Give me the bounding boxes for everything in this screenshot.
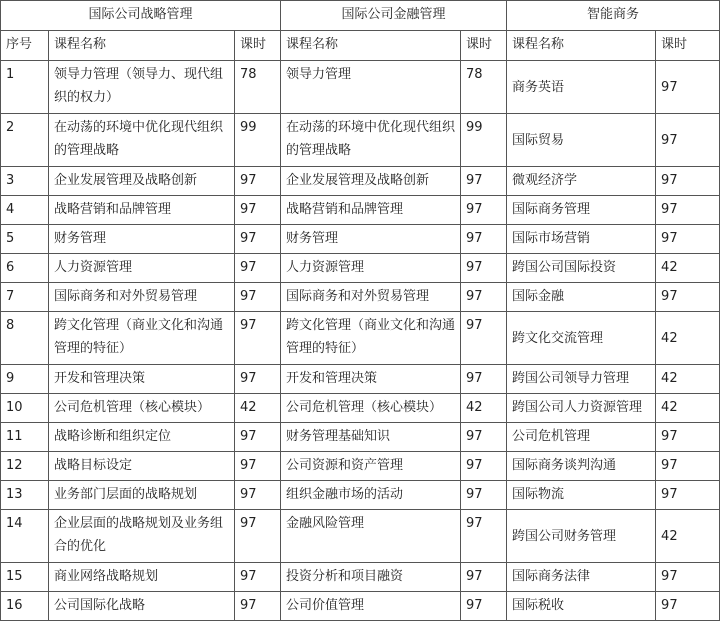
smart-course: 国际市场营销 <box>507 225 656 254</box>
smart-hours: 97 <box>656 592 720 621</box>
group-header-finance: 国际公司金融管理 <box>281 1 507 31</box>
row-index: 8 <box>1 312 49 365</box>
finance-hours: 97 <box>461 283 507 312</box>
strategy-hours: 97 <box>235 423 281 452</box>
strategy-hours: 42 <box>235 394 281 423</box>
row-index: 15 <box>1 563 49 592</box>
finance-course: 战略营销和品牌管理 <box>281 196 461 225</box>
strategy-hours: 78 <box>235 61 281 114</box>
strategy-course: 财务管理 <box>49 225 235 254</box>
finance-hours: 97 <box>461 563 507 592</box>
smart-hours: 97 <box>656 452 720 481</box>
strategy-hours: 99 <box>235 114 281 167</box>
finance-course: 国际商务和对外贸易管理 <box>281 283 461 312</box>
smart-course: 跨国公司财务管理 <box>507 510 656 563</box>
table-row <box>1 452 720 481</box>
table-row <box>1 254 720 283</box>
finance-hours: 42 <box>461 394 507 423</box>
smart-course: 国际商务谈判沟通 <box>507 452 656 481</box>
col-header-course-smart: 课程名称 <box>507 31 656 61</box>
row-index: 12 <box>1 452 49 481</box>
finance-hours: 78 <box>461 61 507 114</box>
group-header-smart-business: 智能商务 <box>507 1 720 31</box>
row-index: 14 <box>1 510 49 563</box>
smart-hours: 42 <box>656 254 720 283</box>
table-row <box>1 365 720 394</box>
strategy-hours: 97 <box>235 481 281 510</box>
finance-hours: 97 <box>461 592 507 621</box>
col-header-course-strategy: 课程名称 <box>49 31 235 61</box>
finance-hours: 97 <box>461 312 507 365</box>
smart-hours: 97 <box>656 61 720 114</box>
strategy-hours: 97 <box>235 254 281 283</box>
finance-hours: 97 <box>461 423 507 452</box>
table-row <box>1 225 720 254</box>
smart-hours: 97 <box>656 196 720 225</box>
smart-hours: 42 <box>656 312 720 365</box>
finance-course: 投资分析和项目融资 <box>281 563 461 592</box>
strategy-hours: 97 <box>235 592 281 621</box>
smart-course: 国际税收 <box>507 592 656 621</box>
strategy-course: 战略目标设定 <box>49 452 235 481</box>
finance-course: 公司危机管理（核心模块） <box>281 394 461 423</box>
col-header-course-finance: 课程名称 <box>281 31 461 61</box>
strategy-hours: 97 <box>235 167 281 196</box>
strategy-course: 开发和管理决策 <box>49 365 235 394</box>
smart-course: 微观经济学 <box>507 167 656 196</box>
table-row <box>1 510 720 563</box>
strategy-course: 领导力管理（领导力、现代组织的权力） <box>49 61 235 114</box>
table-row <box>1 196 720 225</box>
finance-course: 公司资源和资产管理 <box>281 452 461 481</box>
col-header-hours-strategy: 课时 <box>235 31 281 61</box>
smart-hours: 97 <box>656 114 720 167</box>
finance-hours: 97 <box>461 254 507 283</box>
strategy-course: 国际商务和对外贸易管理 <box>49 283 235 312</box>
strategy-course: 跨文化管理（商业文化和沟通管理的特征） <box>49 312 235 365</box>
smart-course: 国际物流 <box>507 481 656 510</box>
row-index: 7 <box>1 283 49 312</box>
smart-course: 国际金融 <box>507 283 656 312</box>
smart-course: 跨国公司人力资源管理 <box>507 394 656 423</box>
strategy-course: 公司国际化战略 <box>49 592 235 621</box>
smart-hours: 97 <box>656 167 720 196</box>
row-index: 3 <box>1 167 49 196</box>
table-row <box>1 394 720 423</box>
row-index: 11 <box>1 423 49 452</box>
col-header-index: 序号 <box>1 31 49 61</box>
col-header-hours-finance: 课时 <box>461 31 507 61</box>
strategy-course: 商业网络战略规划 <box>49 563 235 592</box>
smart-hours: 97 <box>656 563 720 592</box>
finance-course: 人力资源管理 <box>281 254 461 283</box>
finance-course: 金融风险管理 <box>281 510 461 563</box>
strategy-course: 企业层面的战略规划及业务组合的优化 <box>49 510 235 563</box>
smart-hours: 42 <box>656 510 720 563</box>
strategy-course: 战略诊断和组织定位 <box>49 423 235 452</box>
table-row <box>1 592 720 621</box>
table-body <box>1 61 720 621</box>
finance-hours: 99 <box>461 114 507 167</box>
strategy-hours: 97 <box>235 365 281 394</box>
finance-hours: 97 <box>461 510 507 563</box>
smart-course: 跨国公司领导力管理 <box>507 365 656 394</box>
strategy-hours: 97 <box>235 563 281 592</box>
strategy-hours: 97 <box>235 225 281 254</box>
strategy-hours: 97 <box>235 312 281 365</box>
row-index: 6 <box>1 254 49 283</box>
smart-course: 公司危机管理 <box>507 423 656 452</box>
smart-hours: 97 <box>656 423 720 452</box>
finance-hours: 97 <box>461 196 507 225</box>
finance-hours: 97 <box>461 225 507 254</box>
smart-course: 跨国公司国际投资 <box>507 254 656 283</box>
finance-hours: 97 <box>461 481 507 510</box>
table-row <box>1 563 720 592</box>
table-row <box>1 283 720 312</box>
group-header-strategy: 国际公司战略管理 <box>1 1 281 31</box>
finance-course: 跨文化管理（商业文化和沟通管理的特征） <box>281 312 461 365</box>
smart-hours: 97 <box>656 225 720 254</box>
finance-course: 公司价值管理 <box>281 592 461 621</box>
finance-course: 领导力管理 <box>281 61 461 114</box>
table-row <box>1 167 720 196</box>
table-row <box>1 312 720 365</box>
table-row <box>1 423 720 452</box>
smart-hours: 97 <box>656 283 720 312</box>
strategy-hours: 97 <box>235 196 281 225</box>
row-index: 13 <box>1 481 49 510</box>
finance-course: 企业发展管理及战略创新 <box>281 167 461 196</box>
strategy-course: 人力资源管理 <box>49 254 235 283</box>
finance-course: 财务管理基础知识 <box>281 423 461 452</box>
row-index: 2 <box>1 114 49 167</box>
strategy-course: 公司危机管理（核心模块） <box>49 394 235 423</box>
table-row <box>1 481 720 510</box>
finance-hours: 97 <box>461 365 507 394</box>
smart-course: 国际贸易 <box>507 114 656 167</box>
table-row <box>1 61 720 114</box>
smart-hours: 42 <box>656 394 720 423</box>
finance-course: 在动荡的环境中优化现代组织的管理战略 <box>281 114 461 167</box>
row-index: 9 <box>1 365 49 394</box>
row-index: 4 <box>1 196 49 225</box>
smart-hours: 42 <box>656 365 720 394</box>
finance-hours: 97 <box>461 452 507 481</box>
row-index: 16 <box>1 592 49 621</box>
row-index: 1 <box>1 61 49 114</box>
finance-course: 组织金融市场的活动 <box>281 481 461 510</box>
strategy-hours: 97 <box>235 452 281 481</box>
row-index: 5 <box>1 225 49 254</box>
strategy-course: 企业发展管理及战略创新 <box>49 167 235 196</box>
strategy-course: 在动荡的环境中优化现代组织的管理战略 <box>49 114 235 167</box>
strategy-hours: 97 <box>235 510 281 563</box>
smart-course: 跨文化交流管理 <box>507 312 656 365</box>
finance-course: 开发和管理决策 <box>281 365 461 394</box>
smart-hours: 97 <box>656 481 720 510</box>
row-index: 10 <box>1 394 49 423</box>
table-row <box>1 114 720 167</box>
finance-course: 财务管理 <box>281 225 461 254</box>
finance-hours: 97 <box>461 167 507 196</box>
smart-course: 商务英语 <box>507 61 656 114</box>
smart-course: 国际商务管理 <box>507 196 656 225</box>
strategy-course: 业务部门层面的战略规划 <box>49 481 235 510</box>
smart-course: 国际商务法律 <box>507 563 656 592</box>
col-header-hours-smart: 课时 <box>656 31 720 61</box>
strategy-hours: 97 <box>235 283 281 312</box>
strategy-course: 战略营销和品牌管理 <box>49 196 235 225</box>
